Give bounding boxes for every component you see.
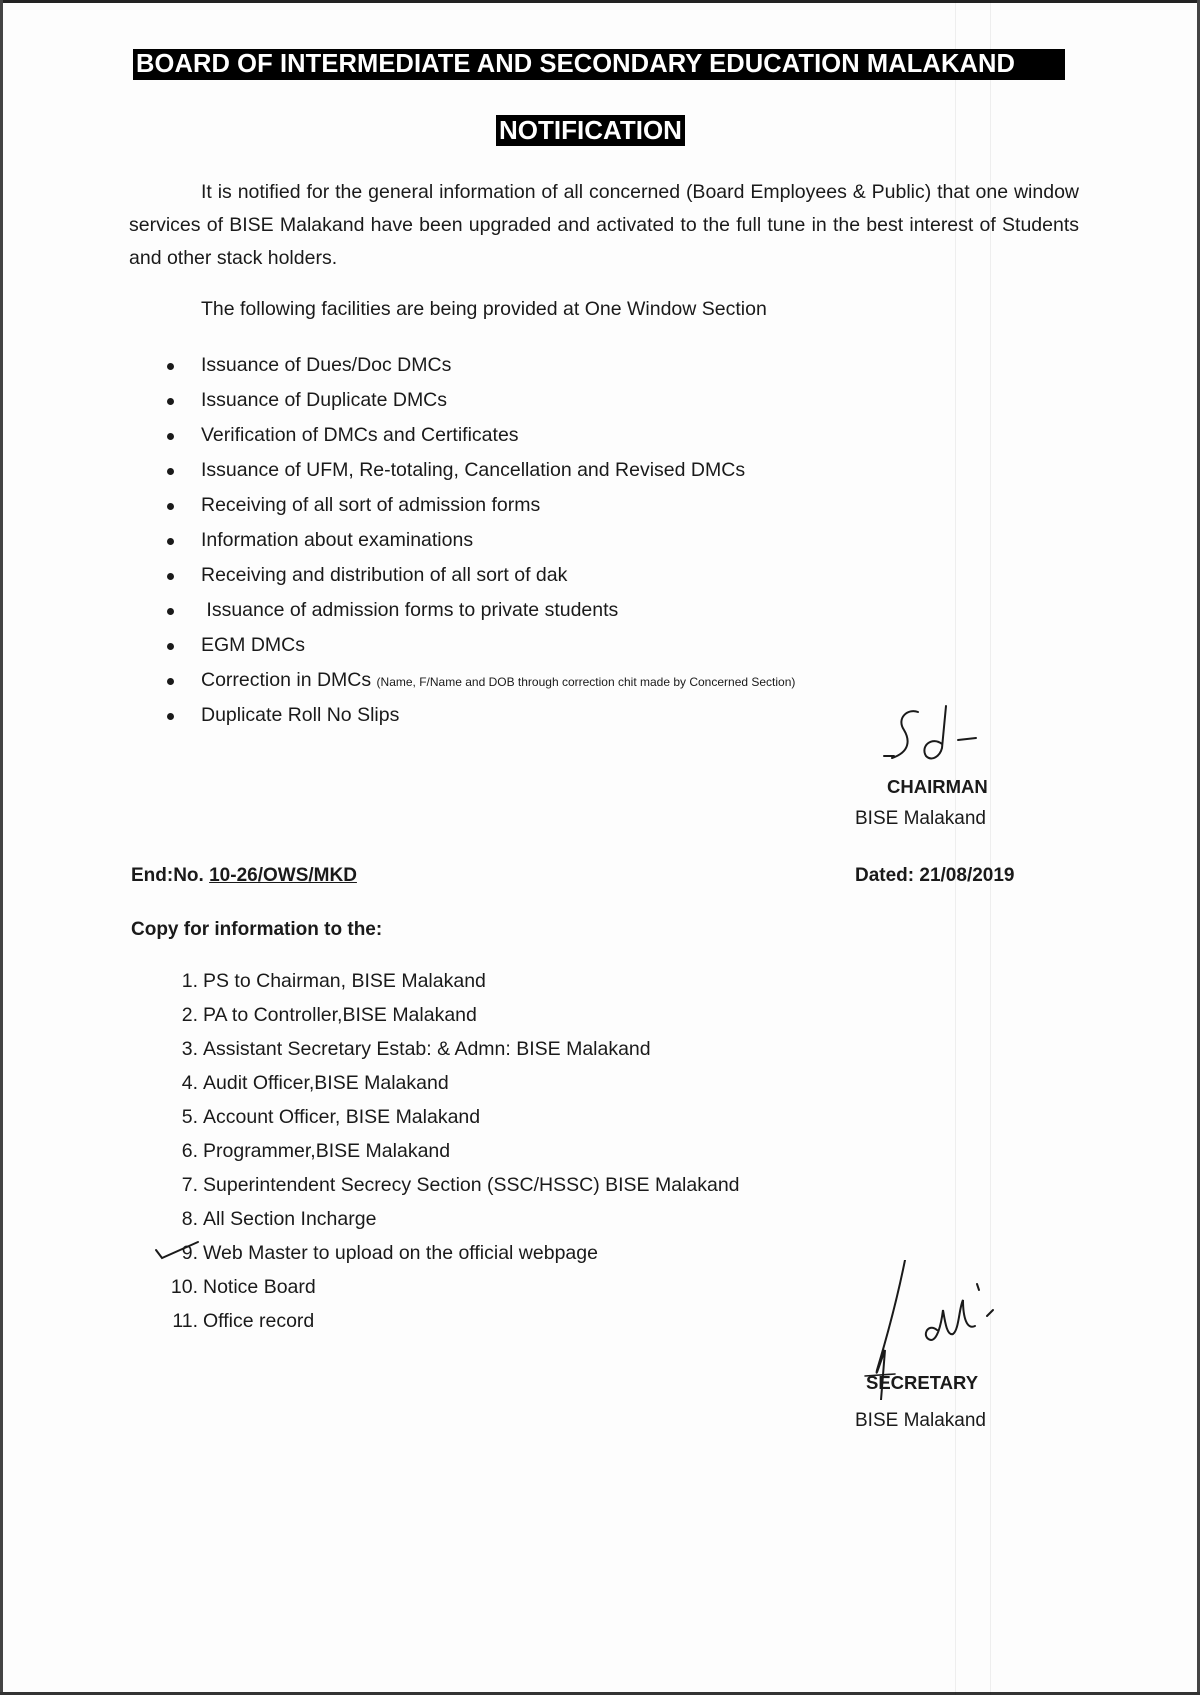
copy-text: PA to Controller,BISE Malakand [203,1004,477,1026]
copy-number: 9. [181,1242,198,1264]
facility-text: Information about examinations [201,529,474,551]
copy-number: 6. [181,1140,198,1162]
facility-text: Receiving of all sort of admission forms [201,494,541,516]
bullet-icon [167,643,174,650]
secretary-title: SECRETARY [866,1372,979,1393]
copy-text: Web Master to upload on the official webpage [203,1242,598,1264]
tick-mark-icon [150,1236,210,1266]
secretary-org: BISE Malakand [855,1410,986,1431]
bullet-icon [167,538,174,545]
chairman-signature [880,700,990,770]
facility-text: Verification of DMCs and Certificates [201,424,519,446]
facility-text: Issuance of UFM, Re-totaling, Cancellation and Revised DMCs [201,459,746,481]
facility-text: Duplicate Roll No Slips [201,704,400,726]
dated: Dated: 21/08/2019 [855,865,1015,886]
copy-number: 1. [181,970,198,992]
bullet-icon [167,713,174,720]
chairman-org: BISE Malakand [855,808,986,829]
copy-number: 8. [181,1208,198,1230]
bullet-icon [167,468,174,475]
copy-text: Superintendent Secrecy Section (SSC/HSSC) BISE Malakand [203,1174,740,1196]
facility-text [201,669,795,692]
bullet-icon [167,608,174,615]
board-title: BOARD OF INTERMEDIATE AND SECONDARY EDUCATION MALAKAND [133,49,1065,80]
intro-paragraph: It is notified for the general information of all concerned (Board Employees & Public) that one window services of BISE Malakand have been upgraded and activated to the full tune in the best interest of Students and other stack holders. [129,181,1079,269]
facility-text: Issuance of Duplicate DMCs [201,389,448,411]
endorsement-number [131,865,357,887]
copy-number: 3. [181,1038,198,1060]
facility-main-text: Correction in DMCs [201,669,372,691]
facility-text: Receiving and distribution of all sort of dak [201,564,568,586]
endorsement-value: 10-26/OWS/MKD [209,865,357,886]
copy-number: 7. [181,1174,198,1196]
copy-number: 10. [170,1276,198,1298]
bullet-icon [167,363,174,370]
copy-number: 5. [181,1106,198,1128]
copy-text: Programmer,BISE Malakand [203,1140,451,1162]
copy-text: Account Officer, BISE Malakand [203,1106,481,1128]
facilities-intro: The following facilities are being provided at One Window Section [201,298,767,320]
scan-border-left [0,0,3,1695]
copy-text: Assistant Secretary Estab: & Admn: BISE Malakand [203,1038,651,1060]
copy-number: 2. [181,1004,198,1026]
facility-text: EGM DMCs [201,634,305,656]
copy-text: Notice Board [203,1276,316,1298]
facility-text: Issuance of Dues/Doc DMCs [201,354,452,376]
copy-text: Audit Officer,BISE Malakand [203,1072,449,1094]
copy-text: Office record [203,1310,315,1332]
bullet-icon [167,503,174,510]
bullet-icon [167,573,174,580]
copy-number: 11. [172,1310,198,1332]
endorsement-label: End:No. [131,865,210,886]
copy-number: 4. [181,1072,198,1094]
bullet-icon [167,398,174,405]
chairman-title: CHAIRMAN [887,776,988,797]
scan-border-top [0,0,1200,3]
facility-text: Issuance of admission forms to private students [201,599,619,621]
copy-text: All Section Incharge [203,1208,377,1230]
notification-title: NOTIFICATION [496,115,685,146]
facility-note: (Name, F/Name and DOB through correction chit made by Concerned Section) [376,675,796,689]
bullet-icon [167,678,174,685]
copy-text: PS to Chairman, BISE Malakand [203,970,486,992]
bullet-icon [167,433,174,440]
copy-heading: Copy for information to the: [131,919,383,940]
